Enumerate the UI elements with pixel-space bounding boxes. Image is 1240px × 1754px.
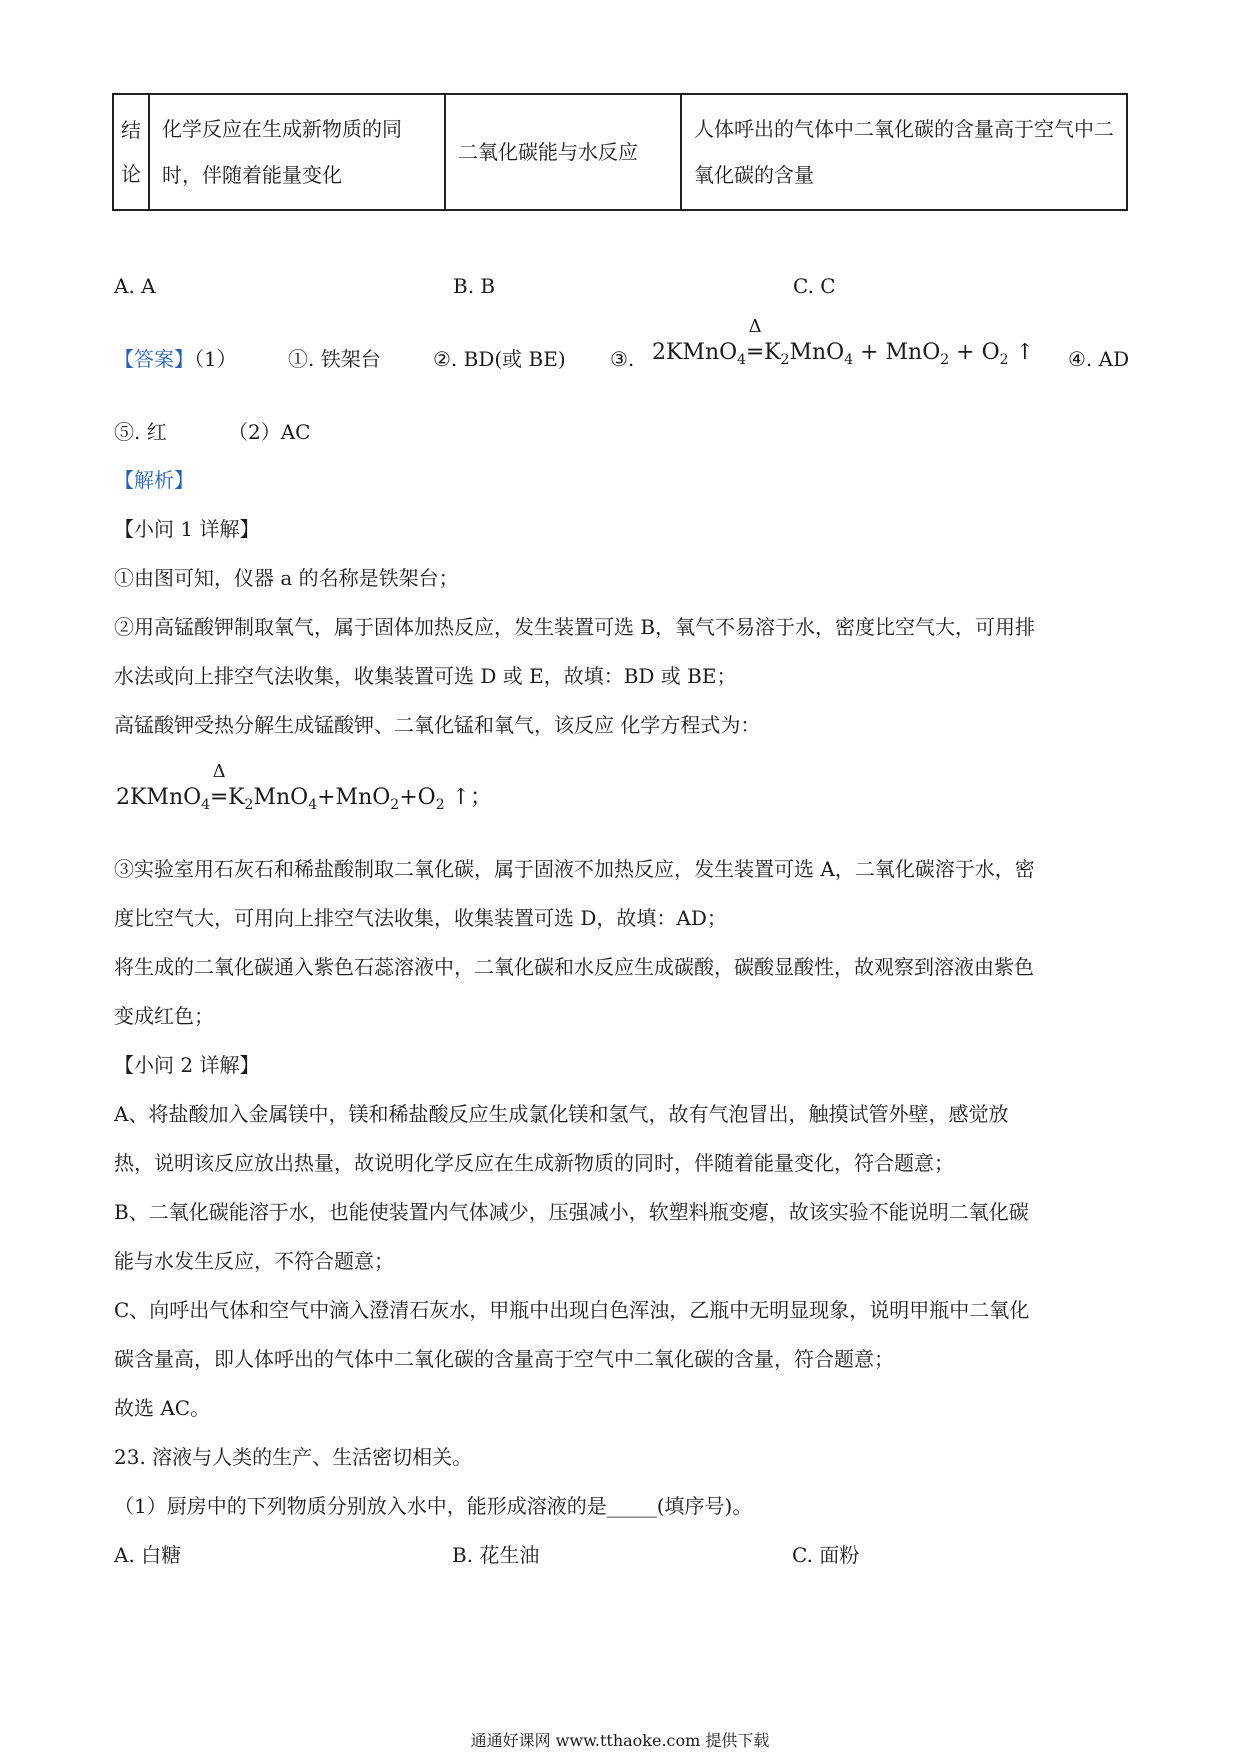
- cell-b: 二氧化碳能与水反应: [445, 94, 681, 210]
- q2-line: 碳含量高，即人体呼出的气体中二氧化碳的含量高于空气中二氧化碳的含量，符合题意；: [114, 1347, 894, 1371]
- page-footer: 通通好课网 www.tthaoke.com 提供下载: [470, 1731, 770, 1750]
- q2-line: A、将盐酸加入金属镁中，镁和稀盐酸反应生成氯化镁和氢气，故有气泡冒出，触摸试管外壁，感觉放: [114, 1102, 1009, 1126]
- q1-line: 度比空气大，可用向上排空气法收集，收集装置可选 D，故填：AD；: [114, 906, 727, 930]
- q23-sub1: （1）厨房中的下列物质分别放入水中，能形成溶液的是_____(填序号)。: [114, 1494, 753, 1518]
- q1-line: 将生成的二氧化碳通入紫色石蕊溶液中，二氧化碳和水反应生成碳酸，碳酸显酸性，故观察到溶液由紫色: [114, 955, 1034, 979]
- answer-5: ⑤. 红: [114, 420, 167, 444]
- answer-3-equation: 2KMnO$_4$ Δ ═ $K_2MnO_4 + MnO_2 + O_2$ ↑: [652, 316, 1035, 368]
- q23-option-a: A. 白糖: [114, 1543, 182, 1567]
- q23-option-b: B. 花生油: [452, 1543, 540, 1567]
- q1-line: ①由图可知，仪器 a 的名称是铁架台；: [114, 566, 459, 590]
- q2-line: 故选 AC。: [114, 1396, 211, 1420]
- q2-line: 热，说明该反应放出热量，故说明化学反应在生成新物质的同时，伴随着能量变化，符合题意；: [114, 1151, 954, 1175]
- answer-line: [114, 345, 237, 373]
- q1-line: 高锰酸钾受热分解生成锰酸钾、二氧化锰和氧气，该反应 化学方程式为：: [114, 713, 761, 737]
- row-label-text: 结论: [121, 118, 141, 186]
- q23-stem: 23. 溶液与人类的生产、生活密切相关。: [114, 1445, 473, 1469]
- answer-tag: 【答案】: [114, 347, 194, 371]
- option-b: B. B: [453, 274, 496, 298]
- conclusion-table: [112, 93, 1128, 211]
- option-a: A. A: [114, 274, 156, 298]
- q2-line: 能与水发生反应，不符合题意；: [114, 1249, 394, 1273]
- answer-2: ②. BD(或 BE): [433, 347, 566, 371]
- q1-line: ③实验室用石灰石和稀盐酸制取二氧化碳，属于固液不加热反应，发生装置可选 A，二氧化碳溶于水，密: [114, 857, 1035, 881]
- answer-part2: （2）AC: [228, 420, 311, 444]
- q2-line: B、二氧化碳能溶于水，也能使装置内气体减少，压强减小，软塑料瓶变瘪，故该实验不能说明二氧化碳: [114, 1200, 1029, 1224]
- cell-c: 人体呼出的气体中二氧化碳的含量高于空气中二氧化碳的含量: [681, 94, 1127, 210]
- answer-part1: （1）: [194, 347, 237, 371]
- analysis-tag: 【解析】: [114, 468, 194, 492]
- q1-line: 水法或向上排空气法收集，收集装置可选 D 或 E，故填：BD 或 BE；: [114, 664, 737, 688]
- row-label: [113, 94, 149, 210]
- q1-title: 【小问 1 详解】: [114, 517, 260, 541]
- option-c: C. C: [793, 274, 836, 298]
- q2-line: C、向呼出气体和空气中滴入澄清石灰水，甲瓶中出现白色浑浊，乙瓶中无明显现象，说明甲瓶中二氧化: [114, 1298, 1030, 1322]
- q1-line: ②用高锰酸钾制取氧气，属于固体加热反应，发生装置可选 B，氧气不易溶于水，密度比空气大，可用排: [114, 615, 1036, 639]
- table-row: [113, 94, 1127, 210]
- analysis-equation: 2KMnO$_4$ Δ ═ $K_2MnO_4+MnO_2+O_2$ ↑；: [116, 761, 493, 813]
- answer-4: ④. AD: [1068, 347, 1130, 371]
- answer-3-prefix: ③.: [610, 347, 635, 371]
- q1-line: 变成红色；: [114, 1004, 214, 1028]
- q23-option-c: C. 面粉: [792, 1543, 860, 1567]
- q2-title: 【小问 2 详解】: [114, 1053, 260, 1077]
- cell-a: 化学反应在生成新物质的同时，伴随着能量变化: [149, 94, 445, 210]
- answer-1: ①. 铁架台: [288, 347, 381, 371]
